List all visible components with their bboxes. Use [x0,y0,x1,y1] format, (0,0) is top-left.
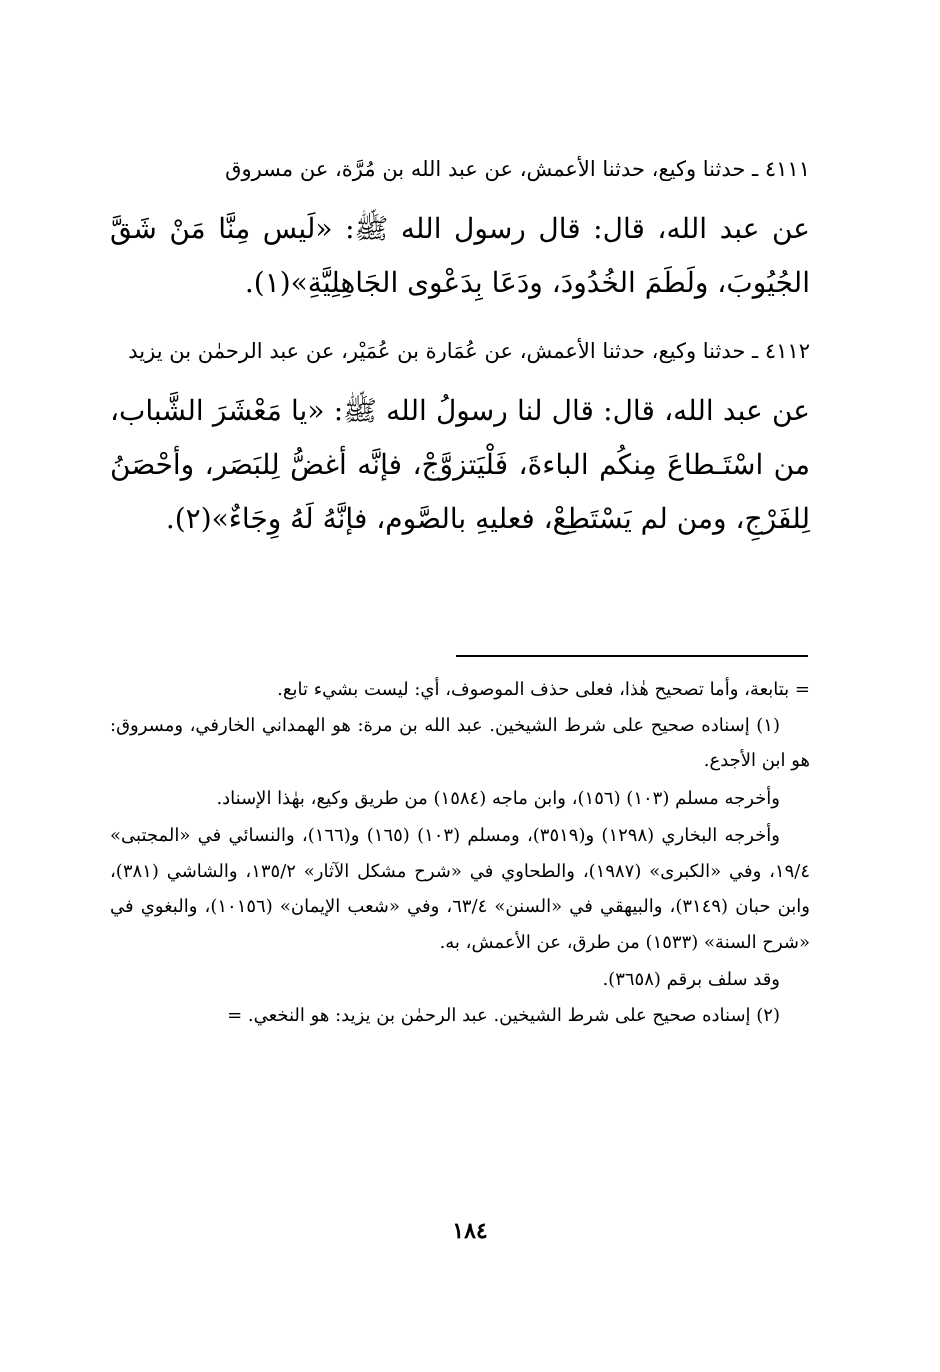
footnotes [110,672,810,1033]
hadith-isnad: ٤١١١ ـ حدثنا وكيع، حدثنا الأعمش، عن عبد الله بن مُرَّة، عن مسروق [225,157,810,181]
footnote-divider [456,655,808,657]
hadith-matn: عن عبد الله، قال: قال لنا رسولُ الله ﷺ: «يا مَعْشَرَ الشَّباب، من اسْتَـطاعَ مِنكُم الباءةَ، فَلْيَتزوَّجْ، فإنَّه أغضُّ لِلبَصَر، وأحْصَنُ لِلفَرْجِ، ومن لم يَسْتَطِعْ، فعليهِ بالصَّوم، فإنَّهُ لَهُ وِجَاءٌ»(٢). [110,394,810,535]
footnote: (١) إسناده صحيح على شرط الشيخين. عبد الله بن مرة: هو الهمداني الخارفي، ومسروق: هو ابن الأجدع. [110,714,810,771]
footnote: = بتابعة، وأما تصحيح هٰذا، فعلى حذف الموصوف، أي: ليست بشيء تابع. [277,679,810,700]
main-text [110,150,810,568]
hadith-isnad: ٤١١٢ ـ حدثنا وكيع، حدثنا الأعمش، عن عُمَارة بن عُمَيْر، عن عبد الرحمٰن بن يزيد [128,339,810,363]
hadith-matn: عن عبد الله، قال: قال رسول الله ﷺ: «لَيس مِنَّا مَنْ شَقَّ الجُيُوبَ، ولَطَمَ الخُدُودَ، ودَعَا بِدَعْوى الجَاهِلِيَّةِ»(١). [110,212,810,299]
page-number: ١٨٤ [452,1218,488,1244]
footnote: وقد سلف برقم (٣٦٥٨). [602,969,780,990]
footnote: وأخرجه البخاري (١٢٩٨) و(٣٥١٩)، ومسلم (١٠٣) (١٦٥) و(١٦٦)، والنسائي في «المجتبى» ١٩/٤، وفي «الكبرى» (١٩٨٧)، والطحاوي في «شرح مشكل الآثار» ١٣٥/٢، والشاشي (٣٨١)، وابن حبان (٣١٤٩)، والبيهقي في «السنن» ٦٣/٤، وفي «شعب الإيمان» (١٠١٥٦)، والبغوي في «شرح السنة» (١٥٣٣) من طرق، عن الأعمش، به. [110,825,810,953]
footnote: وأخرجه مسلم (١٠٣) (١٥٦)، وابن ماجه (١٥٨٤) من طريق وكيع، بهٰذا الإسناد. [216,787,780,809]
footnote: (٢) إسناده صحيح على شرط الشيخين. عبد الرحمٰن بن يزيد: هو النخعي. = [227,1004,780,1026]
